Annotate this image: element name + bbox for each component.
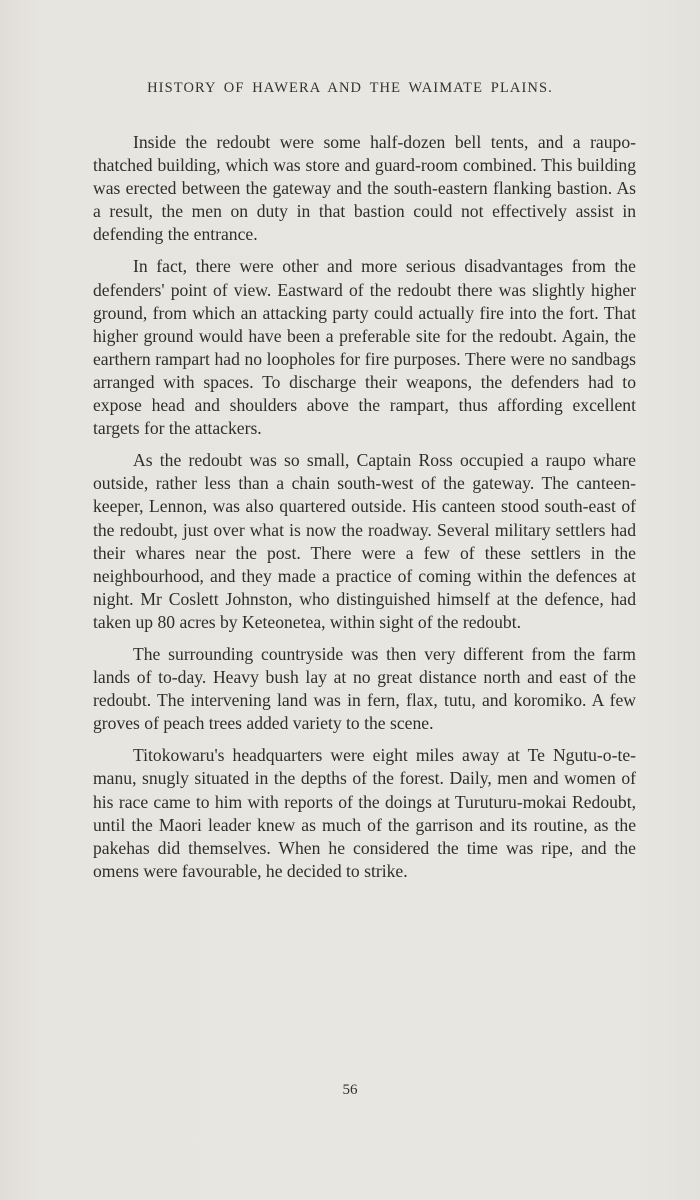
paragraph-2: In fact, there were other and more serious disadvantages from the defenders' point of view. Eastward of the redoubt there was slightly higher ground, from which an attacking party could actually fire into the fort. That higher ground would have been a preferable site for the redoubt. Again, the earthern rampart had no loopholes for fire purposes. There were no sandbags arranged with spaces. To discharge their weapons, the defenders had to expose head and shoulders above the rampart, thus affording excellent targets for the attackers. xyxy=(93,256,636,439)
paragraph-3: As the redoubt was so small, Captain Ross occupied a raupo whare outside, rather less than a chain south-west of the gateway. The canteen-keeper, Lennon, was also quartered outside. His canteen stood south-east of the redoubt, just over what is now the roadway. Several military settlers had their whares near the post. There were a few of these settlers in the neighbourhood, and they made a practice of coming within the defences at night. Mr Coslett Johnston, who distinguished himself at the defence, had taken up 80 acres by Keteonetea, within sight of the redoubt. xyxy=(93,450,636,632)
paragraph-1: Inside the redoubt were some half-dozen bell tents, and a raupo-thatched building, which was store and guard-room combined. This building was erected between the gateway and the south-eastern flanking bastion. As a result, the men on duty in that bastion could not effectively assist in defending the entrance. xyxy=(93,132,636,245)
page-number: 56 xyxy=(342,1082,358,1098)
running-head: HISTORY OF HAWERA AND THE WAIMATE PLAINS. xyxy=(147,80,553,96)
paragraph-5: Titokowaru's headquarters were eight miles away at Te Ngutu-o-te-manu, snugly situated in the depths of the forest. Daily, men and women of his race came to him with reports of the doings at Turuturu-mokai Redoubt, until the Maori leader knew as much of the garrison and its routine, as the pakehas did themselves. When he considered the time was ripe, and the omens were favourable, he decided to strike. xyxy=(93,745,636,881)
body-text xyxy=(93,131,636,892)
paragraph-4: The surrounding countryside was then very different from the farm lands of to-day. Heavy bush lay at no great distance north and east of the redoubt. The intervening land was in fern, flax, tutu, and koromiko. A few groves of peach trees added variety to the scene. xyxy=(93,643,636,734)
